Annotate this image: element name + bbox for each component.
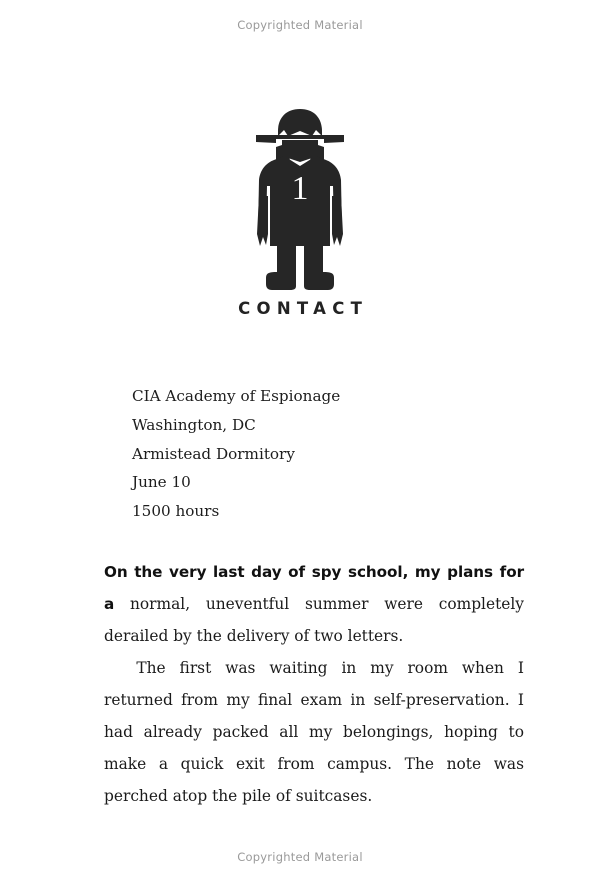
spy-silhouette-icon	[232, 100, 368, 292]
chapter-number: 1	[291, 170, 309, 207]
paragraph-second	[104, 652, 524, 812]
dateline-line-date: June 10	[132, 473, 191, 492]
dateline-line-building: Armistead Dormitory	[132, 444, 295, 463]
paragraph-lead-in: On the very last day of spy school, my plans for a	[104, 563, 524, 613]
body-text	[104, 556, 524, 812]
watermark-bottom: Copyrighted Material	[237, 850, 363, 864]
paragraph-first	[104, 556, 524, 652]
paragraph-second-text: The first was waiting in my room when I returned from my final exam in self-preservation. I had already packed all my belongings, hoping to make a quick exit from campus. The note was perched atop the pile of suitcases.	[104, 659, 524, 805]
watermark-top: Copyrighted Material	[237, 18, 363, 32]
paragraph-first-text: normal, uneventful summer were completely derailed by the delivery of two letters.	[104, 595, 524, 645]
dateline-line-city: Washington, DC	[132, 415, 256, 434]
dateline-line-location: CIA Academy of Espionage	[132, 387, 341, 405]
dateline-block	[132, 382, 524, 526]
chapter-title: CONTACT	[238, 299, 369, 318]
dateline-line-time: 1500 hours	[132, 502, 220, 521]
chapter-illustration	[0, 100, 600, 292]
